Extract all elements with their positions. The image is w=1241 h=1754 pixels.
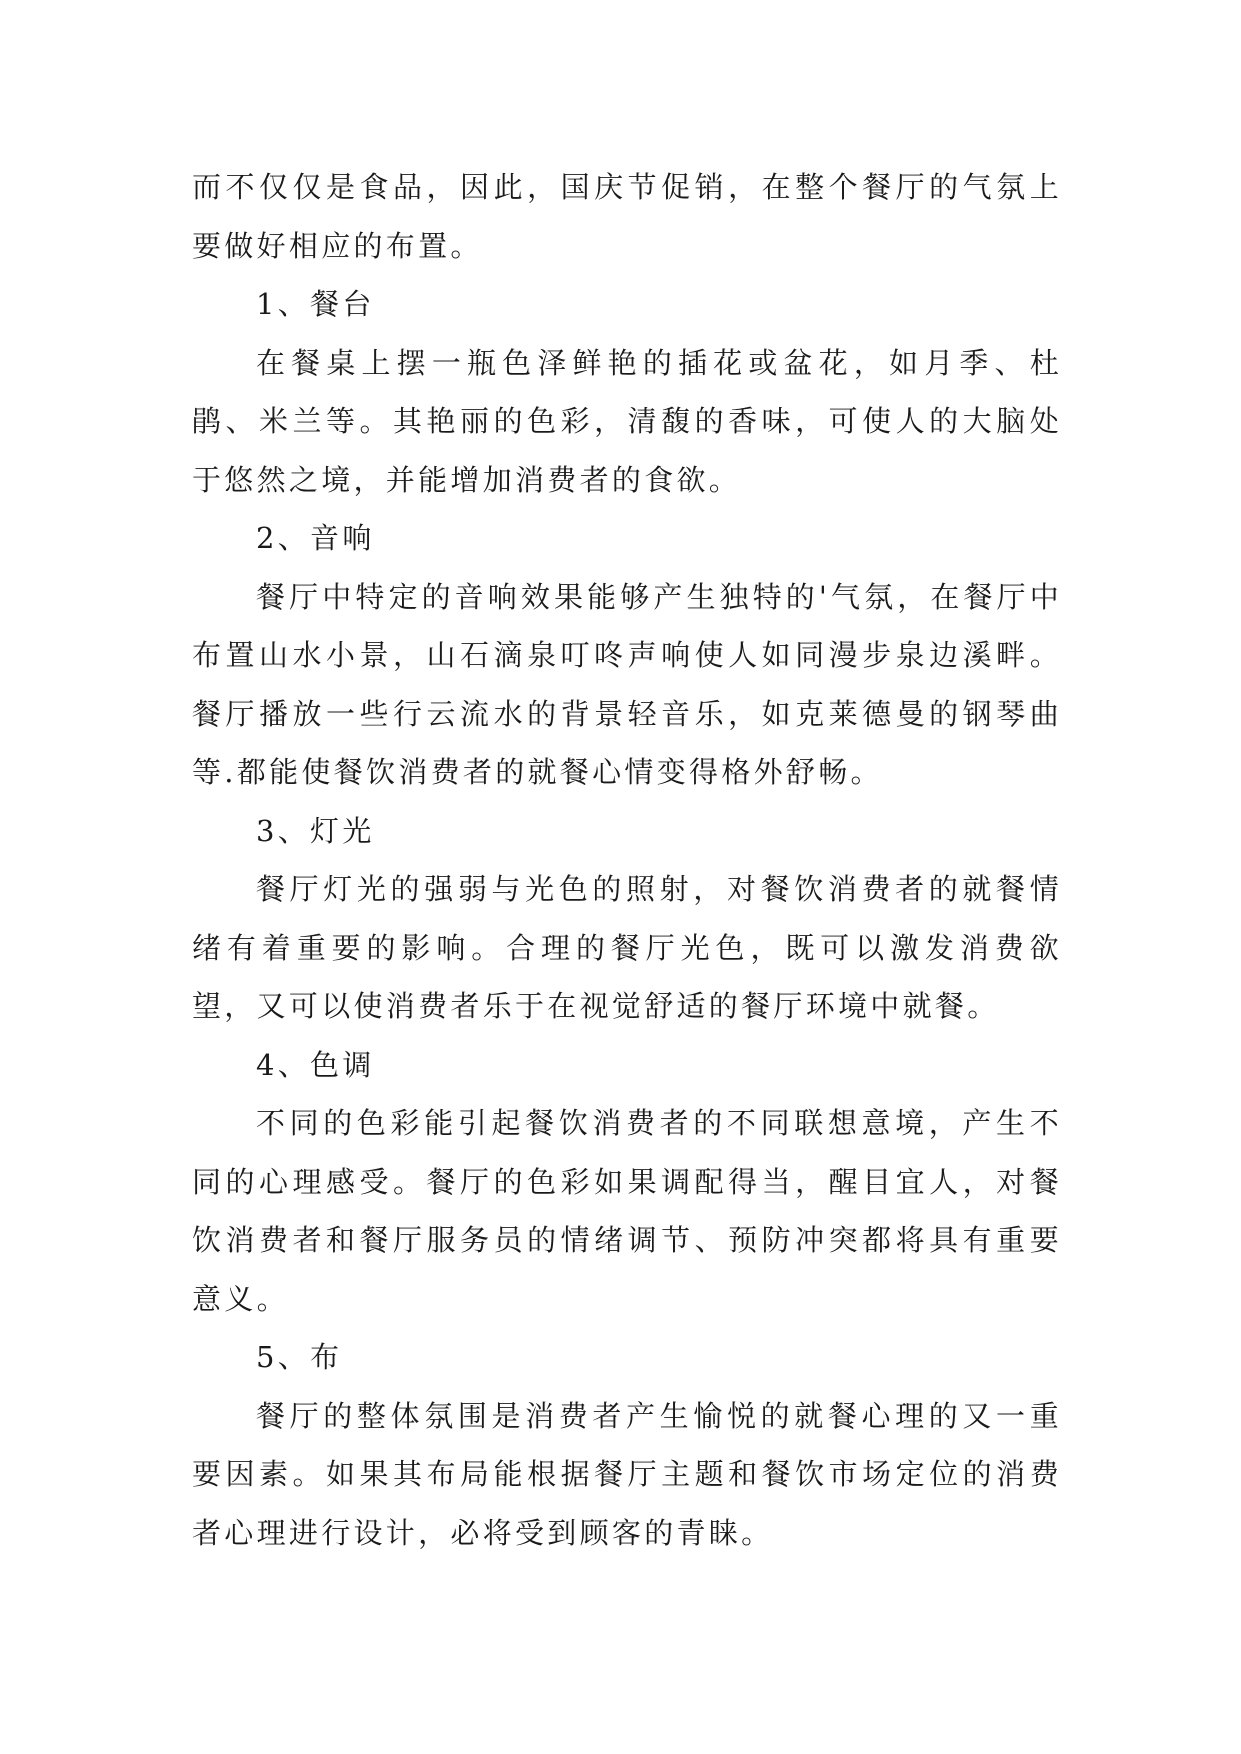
paragraph-dining-table: 在餐桌上摆一瓶色泽鲜艳的插花或盆花，如月季、杜鹃、米兰等。其艳丽的色彩，清馥的香味，可使人的大脑处于悠然之境，并能增加消费者的食欲。: [192, 345, 1062, 497]
heading-color-tone: 4、色调: [256, 1047, 375, 1082]
heading-sound: 2、音响: [256, 521, 375, 555]
heading-layout: 5、布: [256, 1340, 343, 1374]
document-body: [192, 158, 1062, 1562]
paragraph-intro-continuation: 而不仅仅是食品，因此，国庆节促销，在整个餐厅的气氛上要做好相应的布置。: [192, 170, 1062, 263]
paragraph-layout: 餐厅的整体氛围是消费者产生愉悦的就餐心理的又一重要因素。如果其布局能根据餐厅主题和餐饮市场定位的消费者心理进行设计，必将受到顾客的青睐。: [192, 1398, 1062, 1550]
heading-lighting: 3、灯光: [256, 813, 375, 848]
paragraph-color-tone: 不同的色彩能引起餐饮消费者的不同联想意境，产生不同的心理感受。餐厅的色彩如果调配得当，醒目宜人，对餐饮消费者和餐厅服务员的情绪调节、预防冲突都将具有重要意义。: [192, 1106, 1062, 1316]
heading-dining-table: 1、餐台: [256, 287, 375, 321]
paragraph-lighting: 餐厅灯光的强弱与光色的照射，对餐饮消费者的就餐情绪有着重要的影响。合理的餐厅光色，既可以激发消费欲望，又可以使消费者乐于在视觉舒适的餐厅环境中就餐。: [192, 872, 1062, 1023]
paragraph-sound: 餐厅中特定的音响效果能够产生独特的'气氛，在餐厅中布置山水小景，山石滴泉叮咚声响使人如同漫步泉边溪畔。餐厅播放一些行云流水的背景轻音乐，如克莱德曼的钢琴曲等.都能使餐饮消费者的就餐心情变得格外舒畅。: [192, 579, 1062, 789]
